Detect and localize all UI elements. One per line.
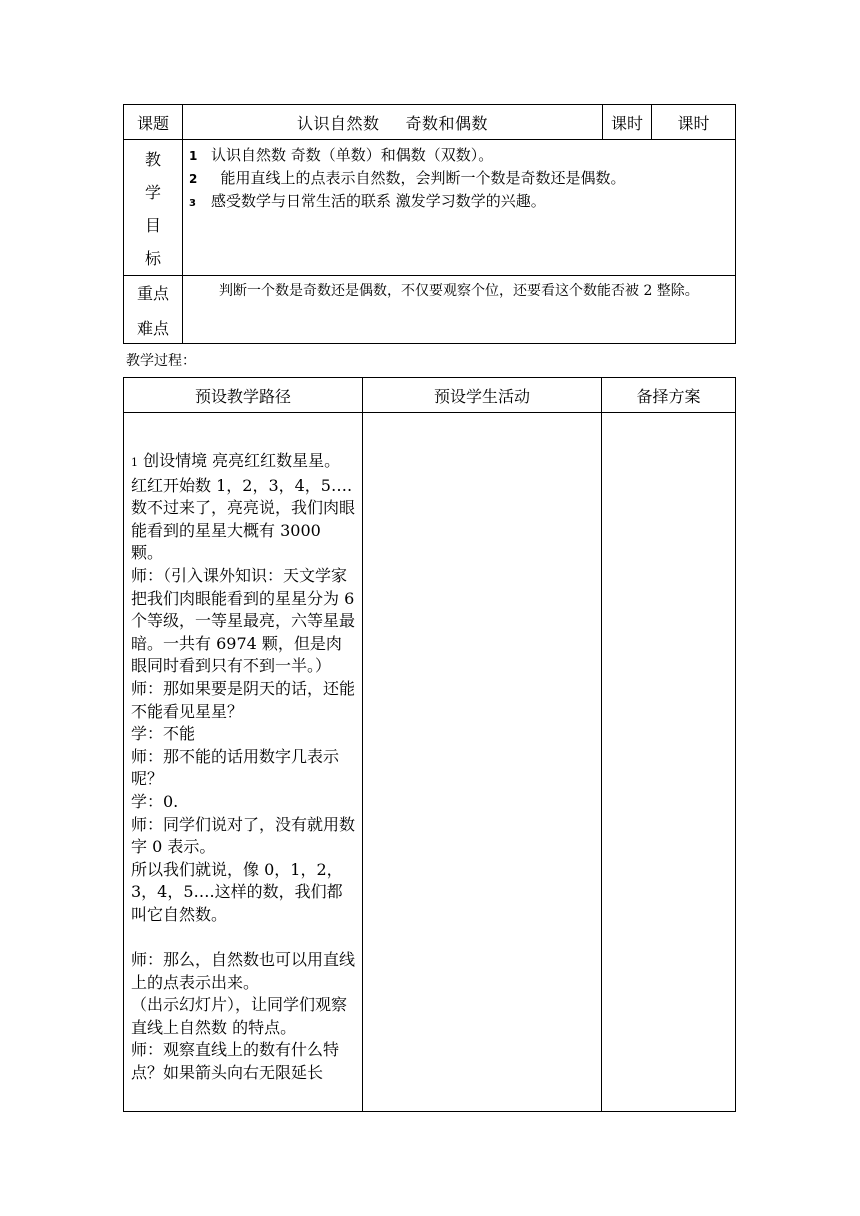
goal-item [189,144,735,167]
lesson-blank-line [131,926,356,949]
lesson-line [131,450,356,565]
lesson-line: 学：0. [131,791,179,811]
key-points-text: 判断一个数是奇数还是偶数，不仅要观察个位，还要看这个数能否被 2 整除。 [183,276,736,344]
header-student-activity: 预设学生活动 [363,378,602,413]
lesson-title [183,105,603,140]
goal-text: 能用直线上的点表示自然数，会判断一个数是奇数还是偶数。 [211,169,626,187]
teaching-goals [183,140,736,276]
teaching-process-table [123,377,736,1112]
key-label-line: 重点 [136,283,169,303]
teaching-path-cell [124,413,363,1112]
lesson-line: 师：那么，自然数也可以用直线上的点表示出来。 [131,950,356,992]
goal-number: 2 [189,172,198,186]
goal-number: 1 [189,149,198,163]
process-label: 教学过程： [126,353,196,369]
lesson-line-text: 创设情境 亮亮红红数星星。红红开始数 1，2，3，4，5….数不过来了，亮亮说，我们肉眼能看到的星星大概有 3000 颗。 [131,451,356,563]
lesson-line-number: 1 [131,456,138,469]
topic-label: 课题 [124,105,183,140]
lesson-line: 师：那不能的话用数字几表示呢？ [131,746,340,789]
alternative-plan-cell [602,413,736,1112]
goals-label-char: 学 [144,182,161,202]
goal-text: 认识自然数 奇数（单数）和偶数（双数）。 [211,146,494,164]
goal-text: 感受数学与日常生活的联系 激发学习数学的兴趣。 [211,192,546,210]
lesson-title-part2: 奇数和偶数 [405,113,489,133]
lesson-line: 学：不能 [131,724,196,744]
header-teaching-path: 预设教学路径 [124,378,363,413]
period-value: 课时 [652,105,736,140]
lesson-title-part1: 认识自然数 [296,113,380,133]
goals-label-char: 目 [144,215,161,235]
goal-number: 3 [189,198,196,209]
lesson-line: 师：观察直线上的数有什么特点？如果箭头向右无限延长 [131,1040,340,1083]
lesson-line: 所以我们就说，像 0，1，2，3，4，5….这样的数，我们都叫它自然数。 [131,859,343,924]
student-activity-cell [363,413,602,1112]
key-label-line: 难点 [136,318,169,338]
lesson-line: 师：同学们说对了，没有就用数字 0 表示。 [131,814,356,857]
goals-label [124,140,183,276]
lesson-line: 师：（引入课外知识：天文学家把我们肉眼能看到的星星分为 6 个等级，一等星最亮，六等星最暗。一共有 6974 颗，但是肉眼同时看到只有不到一半。） [131,565,356,676]
goals-label-char: 标 [144,248,161,268]
lesson-content [124,413,362,1085]
header-alternative-plan: 备择方案 [602,378,736,413]
goal-item [189,167,735,190]
goals-label-char: 教 [144,149,161,169]
lesson-line: （出示幻灯片），让同学们观察直线上自然数 的特点。 [131,995,348,1037]
lesson-header-table [123,104,736,344]
goal-item [189,190,735,215]
key-points-label [124,276,183,344]
lesson-line: 师：那如果要是阴天的话，还能不能看见星星？ [131,678,356,721]
period-label: 课时 [603,105,652,140]
